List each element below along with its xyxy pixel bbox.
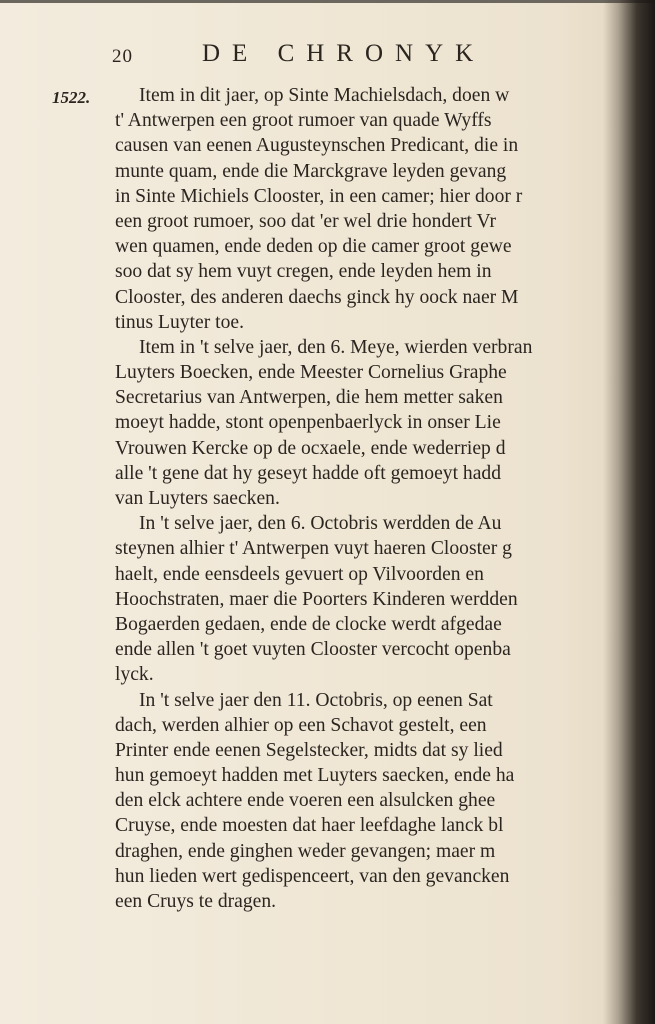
text-line: moeyt hadde, stont openpenbaerlyck in onser Lie (115, 412, 501, 434)
paragraph-3 (115, 511, 655, 687)
year-marginal-note: 1522. (52, 88, 91, 107)
text-line: soo dat sy hem vuyt cregen, ende leyden hem in (115, 261, 492, 283)
text-line: causen van eenen Augusteynschen Predicant, die in (115, 135, 519, 157)
text-line: Printer ende eenen Segelstecker, midts dat sy lied (115, 739, 503, 761)
text-line: hun gemoeyt hadden met Luyters saecken, ende ha (115, 765, 515, 787)
text-line: ende allen 't goet vuyten Clooster vercocht openba (115, 639, 511, 661)
text-line: een Cruys te dragen. (115, 891, 277, 912)
text-line: munte quam, ende die Marckgrave leyden gevang (115, 160, 507, 182)
text-line: Vrouwen Kercke op de ocxaele, ende wederriep d (115, 437, 506, 459)
text-line: haelt, ende eensdeels gevuert op Vilvoorden en (115, 563, 484, 585)
text-line: Luyters Boecken, ende Meester Cornelius Graphe (115, 362, 507, 384)
text-line: Item in 't selve jaer, den 6. Meye, wierden verbran (139, 336, 533, 358)
page-header (112, 40, 632, 72)
text-line: in Sinte Michiels Clooster, in een camer; hier door r (115, 185, 523, 207)
book-gutter-shadow (603, 0, 655, 1024)
text-line: een groot rumoer, soo dat 'er wel drie hondert Vr (115, 210, 496, 232)
text-line: Clooster, des anderen daechs ginck hy oock naer M (115, 286, 519, 308)
paragraph-2 (115, 335, 655, 511)
text-line: alle 't gene dat hy geseyt hadde oft gemoeyt hadd (115, 462, 502, 484)
text-line: Secretarius van Antwerpen, die hem metter saken (115, 387, 503, 409)
text-line: Item in dit jaer, op Sinte Machielsdach, doen w (139, 85, 510, 106)
paragraph-1 (115, 83, 655, 335)
text-line: dach, werden alhier op een Schavot gestelt, een (115, 714, 487, 736)
text-column (115, 83, 655, 914)
text-line: Bogaerden gedaen, ende de clocke werdt afgedae (115, 613, 502, 635)
paragraph-4 (115, 688, 655, 915)
text-line: lyck. (115, 664, 154, 686)
text-line: tinus Luyter toe. (115, 311, 244, 333)
text-line: steynen alhier t' Antwerpen vuyt haeren Clooster g (115, 538, 512, 560)
text-line: In 't selve jaer, den 6. Octobris werdden de Au (139, 513, 502, 535)
text-line: draghen, ende ginghen weder gevangen; maer m (115, 840, 496, 862)
text-line: den elck achtere ende voeren een alsulcken ghee (115, 790, 496, 812)
text-line: hun lieden wert gedispenceert, van den gevancken (115, 865, 510, 887)
text-line: In 't selve jaer den 11. Octobris, op eenen Sat (139, 689, 493, 711)
running-title: DE CHRONYK (202, 40, 486, 67)
text-line: Hoochstraten, maer die Poorters Kinderen werdden (115, 588, 518, 610)
page-number: 20 (112, 46, 133, 67)
text-line: van Luyters saecken. (115, 488, 280, 509)
text-line: Cruyse, ende moesten dat haer leefdaghe lanck bl (115, 815, 504, 837)
text-line: wen quamen, ende deden op die camer groot gewe (115, 236, 512, 258)
page-top-edge (0, 0, 655, 3)
text-line: t' Antwerpen een groot rumoer van quade Wyffs (115, 110, 492, 132)
